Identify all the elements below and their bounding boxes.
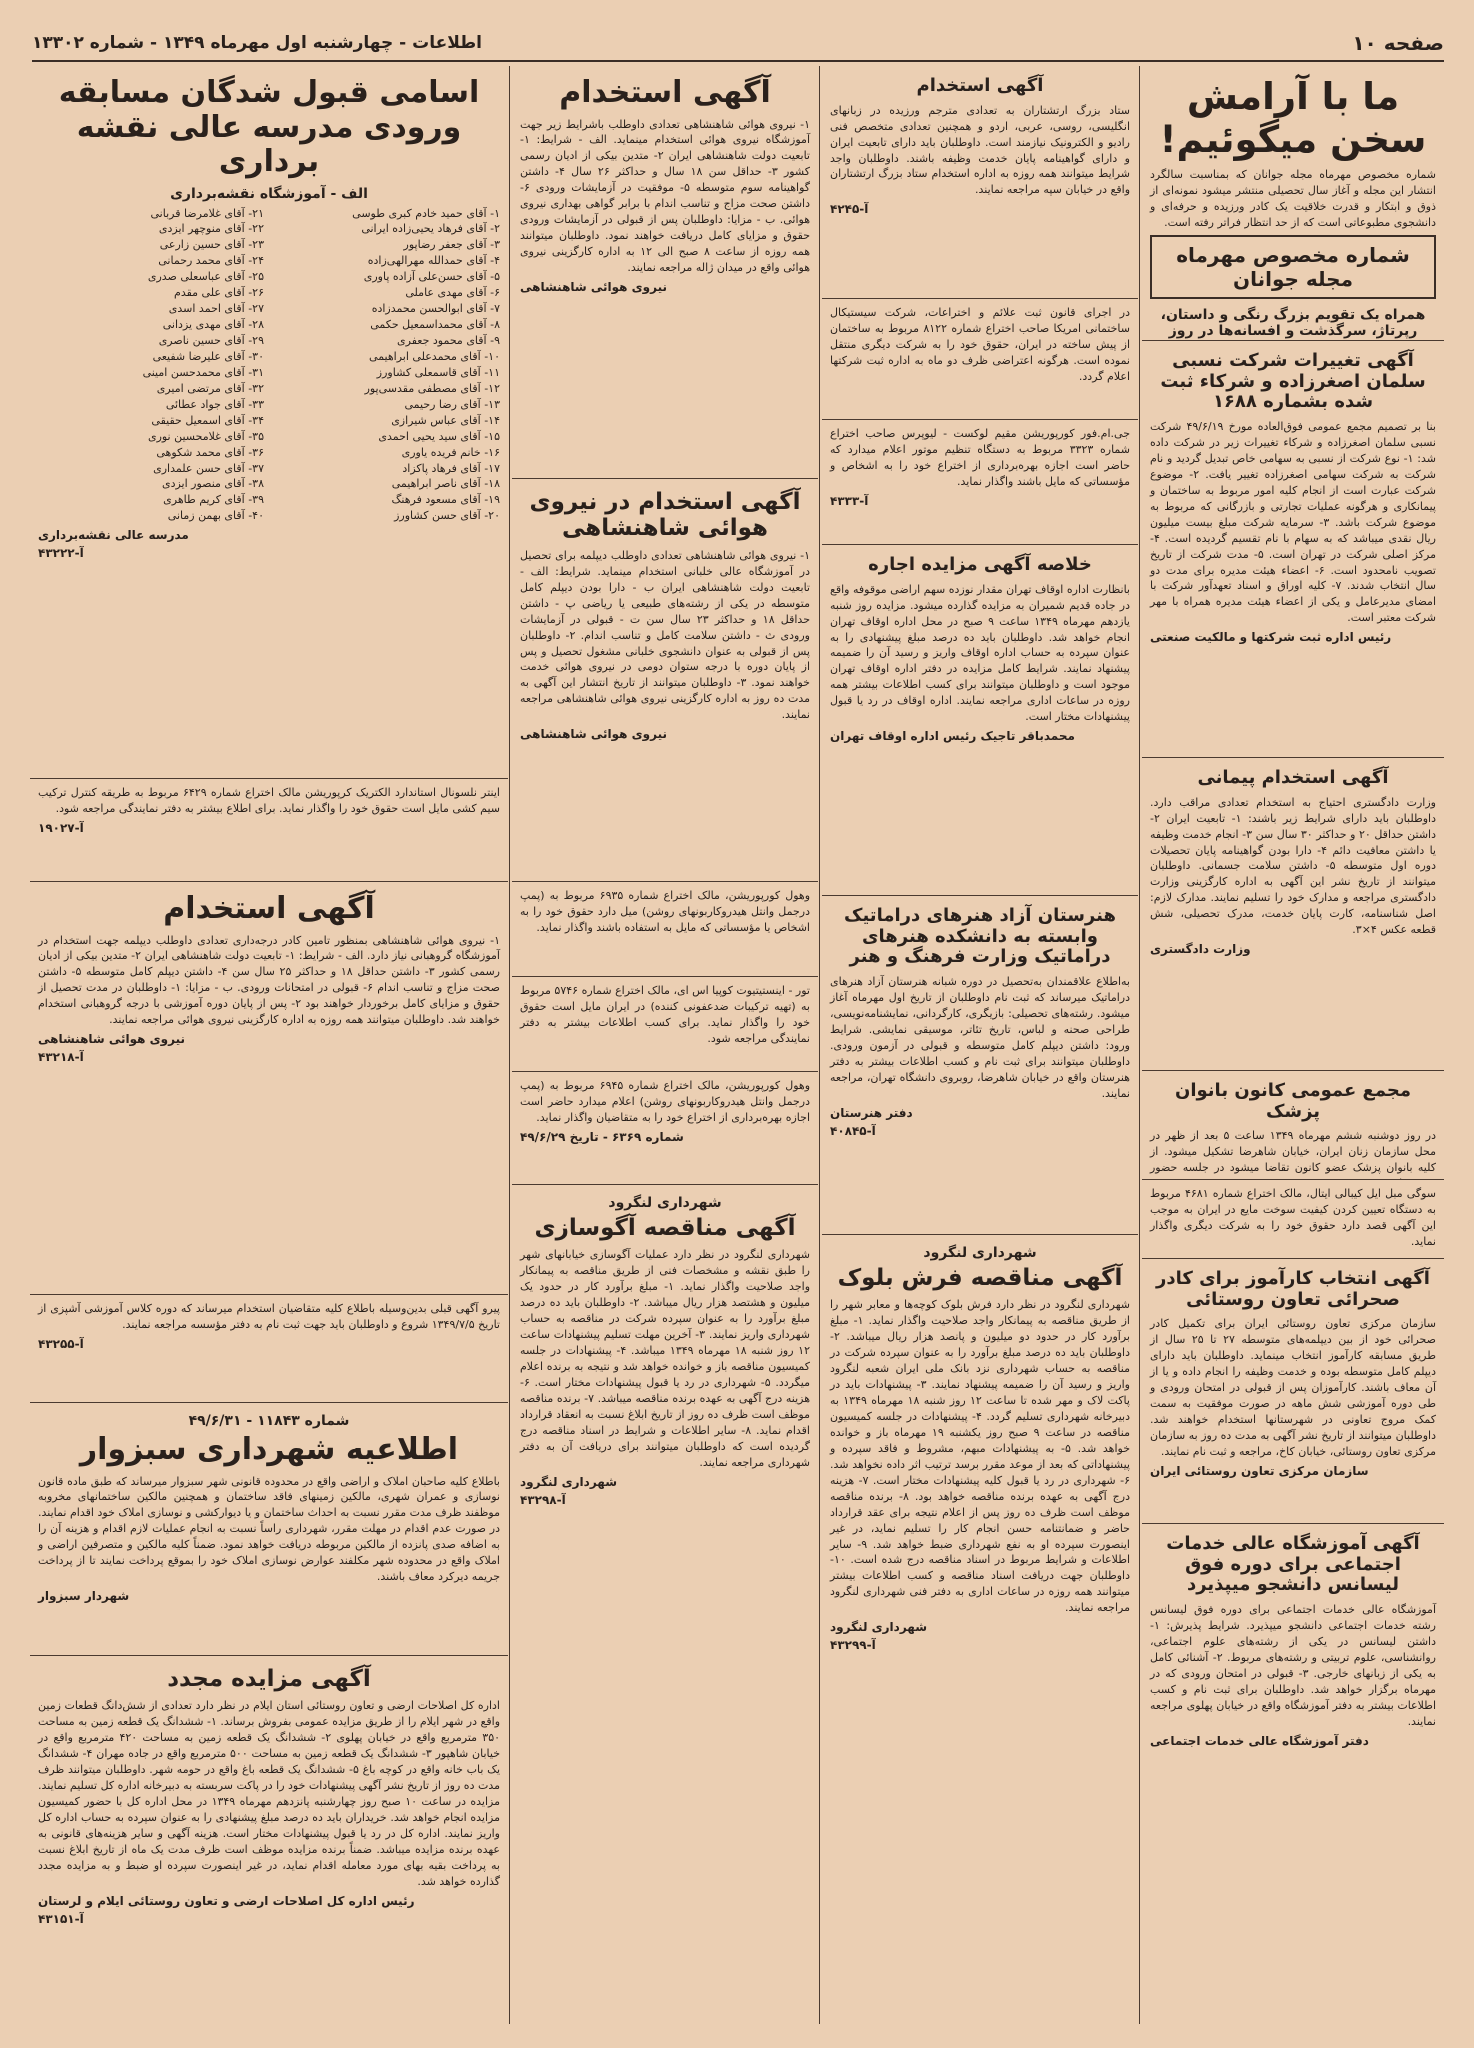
column-3 xyxy=(512,66,818,2024)
lease-auction-title: خلاصه آگهی مزایده اجاره xyxy=(868,554,1092,575)
air-force-hire-signature: نیروی هوائی شاهنشاهی xyxy=(520,279,667,294)
accepted-name-item: ۲۷- آقای احمد اسدی xyxy=(168,302,264,316)
accepted-name-item: ۱۱- آقای قاسمعلی کشاورز xyxy=(376,365,500,379)
survey-school-results xyxy=(30,66,508,779)
accepted-name-item: ۱۰- آقای محمدعلی ابراهیمی xyxy=(369,349,500,363)
lease-auction-body: بانظارت اداره اوقاف تهران مقدار نوزده سهم اراضی موقوفه واقع در جاده قدیم شمیران به مزایده گذارده میشود. مزایده روز شنبه یازدهم مهرماه ۱۳۴۹ ساعت ۹ صبح در محل اداره اوقاف تهران انجام خواهد شد. داوطلبان باید ده درصد مبلغ پیشنهادی را به عنوان سپرده به حساب اداره اوقاف واریز و رسید آن را ضمیمه پیشنهاد نمایند. شرایط کامل مزایده در دفتر اداره اوقاف تهران موجود است و داوطلبان میتوانند برای کسب اطلاعات بیشتر همه روزه در ساعات اداری مراجعه نمایند. اداره اوقاف در رد یا قبول پیشنهادات مختار است. xyxy=(830,582,1130,724)
accepted-name-item: ۲۸- آقای مهدی یزدانی xyxy=(162,318,264,332)
sergeant-hire-body: ۱- نیروی هوائی شاهنشاهی بمنظور تامین کادر درجه‌داری تعدادی داوطلب دیپلمه جهت استخدام در آموزشگاه گروهبانی نیاز دارد. الف - شرایط: ۱- تابعیت دولت شاهنشاهی ایران ۲- متدین بیکی از ادیان رسمی کشور ۳- داشتن حداقل ۱۸ و حداکثر ۲۵ سال سن ۴- داشتن دیپلم کامل متوسطه ۵- داشتن صحت مزاج و تناسب اندام ۶- قبولی در امتحانات ورودی. ب - مزایا: ۱- داوطلبان در مدت تحصیل از حقوق و مزایای کامل برخوردار خواهند بود ۲- پس از پایان دوره آموزشی با درجه گروهبانی استخدام خواهند شد. داوطلبان میتوانند همه روزه به اداره کارگزینی نیروی هوائی مراجعه نمایند. xyxy=(38,933,500,1027)
accepted-name-item: ۳۳- آقای جواد عطائی xyxy=(165,397,264,411)
accepted-name-item: ۴۰- آقای بهمن زمانی xyxy=(167,509,264,523)
column-4 xyxy=(30,66,508,2024)
accepted-name-item: ۲۰- آقای حسن کشاورز xyxy=(394,509,500,523)
sabzevar-body: باطلاع کلیه صاحبان املاک و اراضی واقع در محدوده قانونی شهر سبزوار میرساند که طبق ماده قانون نوسازی و عمران شهری، مالکین زمینهای فاقد ساختمان و همچنین مالکین ساختمانهای مخروبه موظفند ظرف مدت مقرر نسبت به احداث ساختمان و یا دیوارکشی و نوسازی املاک خود اقدام نمایند. در صورت عدم اقدام در مهلت مقرر، شهرداری راساً نسبت به انجام عملیات لازم اقدام و هزینه آن را به اضافه صدی پانزده از مالکین مربوطه دریافت خواهد نمود. ضمناً کلیه مالکین و متصرفین اراضی و املاک واقع در محدوده شهر مکلفند عوارض نوسازی املاک خود را بموقع پرداخت نمایند تا از پرداخت جریمه دیرکرد معاف باشند. xyxy=(38,1474,500,1584)
accepted-name-item: ۳۱- آقای محمدحسن امینی xyxy=(142,365,264,379)
accepted-name-item: ۱۴- آقای عباس شیرازی xyxy=(391,413,500,427)
accepted-name-item: ۳۲- آقای مرتضی امیری xyxy=(156,381,264,395)
survey-results-signature: مدرسه عالی نقشه‌برداری xyxy=(38,528,189,543)
re-auction-body: اداره کل اصلاحات ارضی و تعاون روستائی استان ایلام در نظر دارد تعدادی از شش‌دانگ قطعات زمین واقع در شهر ایلام را از طریق مزایده عمومی بفروش برساند. ۱- ششدانگ یک قطعه زمین به مساحت ۳۵۰ مترمربع واقع در خیابان پهلوی ۲- ششدانگ یک قطعه زمین به مساحت ۴۲۰ مترمربع واقع در خیابان شاهپور ۳- ششدانگ یک قطعه زمین به مساحت ۵۰۰ مترمربع واقع در جاده مهران ۴- ششدانگ یک باب خانه واقع در کوچه باغ ۵- ششدانگ یک قطعه باغ واقع در حومه شهر. داوطلبان میتوانند ظرف مدت ده روز از تاریخ نشر آگهی پیشنهادات خود را در پاکت سربسته به دبیرخانه اداره کل تسلیم نمایند. مزایده در ساعت ۱۰ صبح روز چهارشنبه پانزدهم مهرماه ۱۳۴۹ در محل اداره کل با حضور کمیسیون مزایده انجام خواهد شد. خریداران باید ده درصد مبلغ پیشنهادی را به عنوان سپرده به حساب اداره کل واریز نمایند. اداره کل در رد یا قبول پیشنهادات مختار است. هزینه آگهی و سایر هزینه‌های قانونی به عهده برنده مزایده میباشد. ضمناً برنده مزایده موظف است ظرف مدت یک ماه از تاریخ ابلاغ نسبت به پرداخت بقیه بهای مورد معامله اقدام نماید، در غیر اینصورت سپرده او ضبط و به مزایده مجدد گذارده خواهد شد. xyxy=(38,1699,501,1888)
accepted-name-item: ۳۴- آقای اسمعیل حقیقی xyxy=(151,413,264,427)
drainage-tender-ad xyxy=(512,1185,818,1513)
accepted-name-item: ۷- آقای ابوالحسن محمدزاده xyxy=(371,302,500,316)
company-change-signature: رئیس اداره ثبت شرکتها و مالکیت صنعتی xyxy=(1150,630,1392,645)
electric-patent-notice xyxy=(30,779,508,882)
lease-auction-ad xyxy=(822,545,1138,896)
accepted-name-item: ۸- آقای محمداسمعیل حکمی xyxy=(370,318,500,332)
sergeant-hire-title: آگهی استخدام xyxy=(163,891,375,926)
assembly-notice xyxy=(1142,1071,1444,1180)
drainage-tender-header: شهرداری لنگرود xyxy=(608,1195,722,1211)
accepted-name-item: ۲۵- آقای عباسعلی صدری xyxy=(147,270,264,284)
contract-hire-ad xyxy=(1142,758,1444,1071)
army-hire-ad xyxy=(822,66,1138,299)
drainage-tender-body: شهرداری لنگرود در نظر دارد عملیات آگوسازی خیابانهای شهر را طبق نقشه و مشخصات فنی از طریق مناقصه به پیمانکار واجد صلاحیت واگذار نماید. ۱- مبلغ برآورد کار در حدود یک میلیون و هشتصد هزار ریال میباشد. ۲- داوطلبان باید ده درصد مبلغ برآورد را به عنوان سپرده شرکت در مناقصه به حساب شهرداری واریز نمایند. ۳- آخرین مهلت تسلیم پیشنهادات ساعت ۱۲ روز شنبه ۱۸ مهرماه ۱۳۴۹ میباشد. ۴- پیشنهادات در جلسه کمیسیون مناقصه باز و خوانده خواهد شد و نتیجه به برنده اعلام میگردد. ۵- شهرداری در رد یا قبول پیشنهادات مختار است. ۶- هزینه درج آگهی به عهده برنده مناقصه میباشد. ۷- برنده مناقصه موظف است ظرف ده روز از تاریخ ابلاغ نسبت به انعقاد قرارداد اقدام نماید. ۸- سایر اطلاعات و شرایط در اسناد مناقصه درج گردیده است که داوطلبان میتوانند برای دریافت آن به دفتر شهرداری مراجعه نمایند. xyxy=(520,1248,811,1469)
carpet-tender-title: آگهی مناقصه فرش بلوک xyxy=(837,1265,1123,1291)
accepted-name-item: ۹- آقای محمود جعفری xyxy=(397,334,500,347)
page-header xyxy=(32,26,1444,62)
patent-notice-3 xyxy=(512,882,818,977)
accepted-name-item: ۱۵- آقای سید یحیی احمدی xyxy=(378,429,500,443)
carpet-tender-ad xyxy=(822,1235,1138,1658)
electric-patent-body: اینتر نلسونال استاندارد الکتریک کرپوریشن مالک اختراع شماره ۶۴۲۹ مربوط به طریقه کنترل ترکیب سیم کشی مایل است حقوق خود را واگذار نماید. برای اطلاع بیشتر به دفتر نمایندگی مراجعه شود. xyxy=(38,786,500,815)
column-rule xyxy=(819,66,820,2024)
contract-hire-signature: وزارت دادگستری xyxy=(1150,942,1251,957)
patent-notice-2-body: جی.ام.فور کورپوریشن مقیم لوکست - لیوپرس صاحب اختراع شماره ۳۳۲۳ مربوط به دستگاه تنظیم موتور اعلام میدارد که حاضر است اجازه بهره‌برداری از اختراع خود را به اشخاص و مؤسساتی که مایل باشند واگذار نماید. xyxy=(830,427,1130,488)
dramatic-arts-signature: دفتر هنرستان xyxy=(830,1105,913,1120)
patent-notice-2 xyxy=(822,420,1138,545)
survey-results-ref: آ-۴۳۲۲۲ xyxy=(38,546,84,561)
re-auction-ad xyxy=(30,1656,508,1932)
sergeant-hire-signature: نیروی هوائی شاهنشاهی xyxy=(38,1032,185,1047)
accepted-name-item: ۳۰- آقای علیرضا شفیعی xyxy=(152,349,264,363)
patent-notice xyxy=(1142,1180,1444,1259)
trainee-selection-title: آگهی انتخاب کارآموز برای کادر صحرائی تعاون روستائی xyxy=(1156,1268,1430,1310)
assembly-title: مجمع عمومی کانون بانوان پزشک xyxy=(1174,1080,1411,1122)
trainee-selection-signature: سازمان مرکزی تعاون روستائی ایران xyxy=(1150,1463,1369,1478)
patent-notice-4-body: تور - اینستیتیوت کوپیا اس ای، مالک اختراع شماره ۵۷۴۶ مربوط به (تهیه ترکیبات ضدعفونی کننده) در ایران مایل است حقوق خود را واگذار نماید. برای کسب اطلاعات بیشتر به دفتر نمایندگی مراجعه شود. xyxy=(520,984,810,1045)
accepted-name-item: ۳۸- آقای منصور ایزدی xyxy=(161,477,264,491)
accepted-name-item: ۳۶- آقای محمد شکوهی xyxy=(156,445,264,459)
page-number: صفحه ۱۰ xyxy=(1352,31,1444,55)
accepted-name-item: ۱۳- آقای رضا رحیمی xyxy=(404,397,500,411)
carpet-tender-signature: شهرداری لنگرود xyxy=(830,1620,928,1635)
air-force-pilot-title: آگهی استخدام در نیروی هوائی شاهنشاهی xyxy=(529,489,801,542)
drainage-tender-ref: آ-۴۳۲۹۸ xyxy=(520,1492,566,1507)
dramatic-arts-title: هنرستان آزاد هنرهای دراماتیک وابسته به دانشکده هنرهای دراماتیک وزارت فرهنگ و هنر xyxy=(844,905,1116,968)
dramatic-arts-body: به‌اطلاع علاقمندان به‌تحصیل در دوره شبانه هنرستان آزاد هنرهای دراماتیک میرساند که ثبت نام داوطلبان از تاریخ اول مهرماه آغاز میشود. رشته‌های تحصیلی: بازیگری، کارگردانی، نمایشنامه‌نویسی، طراحی صحنه و لباس، تاریخ تئاتر، موسیقی نمایشی. شرایط ورود: داشتن دیپلم کامل متوسطه و قبولی در آزمون ورودی. داوطلبان میتوانند برای ثبت نام و کسب اطلاعات بیشتر به دفتر هنرستان واقع در خیابان شاهرضا، روبروی دانشگاه تهران، مراجعه نمایند. xyxy=(830,975,1130,1100)
social-services-title: آگهی آموزشگاه عالی خدمات اجتماعی برای دوره فوق لیسانس دانشجو میپذیرد xyxy=(1166,1533,1420,1596)
magazine-ad-title: ما با آرامش سخن میگوئیم! xyxy=(1159,75,1427,161)
magazine-ad-box: شماره مخصوص مهرماه مجله جوانان xyxy=(1150,235,1436,299)
accepted-name-item: ۳۹- آقای کریم طاهری xyxy=(163,493,264,507)
accepted-name-item: ۱۶- خانم فریده یاوری xyxy=(401,445,500,459)
carpet-tender-header: شهرداری لنگرود xyxy=(923,1245,1037,1261)
accepted-name-item: ۱۹- آقای مسعود فرهنگ xyxy=(391,493,500,507)
dramatic-arts-ref: آ-۴۰۸۴۵ xyxy=(830,1123,876,1138)
air-force-pilot-signature: نیروی هوائی شاهنشاهی xyxy=(520,727,667,742)
sabzevar-number-line: شماره ۱۱۸۴۳ - ۴۹/۶/۳۱ xyxy=(188,1413,350,1429)
column-rule xyxy=(1139,66,1140,2024)
accepted-name-item: ۳۵- آقای غلامحسین نوری xyxy=(147,429,264,443)
social-services-body: آموزشگاه عالی خدمات اجتماعی برای دوره فوق لیسانس رشته خدمات اجتماعی دانشجو میپذیرد. شرایط پذیرش: ۱- داشتن لیسانس در یکی از رشته‌های علوم اجتماعی، روانشناسی، علوم تربیتی و رشته‌های مربوط. ۲- آشنائی کامل به یکی از زبانهای خارجی. ۳- قبولی در امتحان ورودی که در مهرماه برگزار خواهد شد. داوطلبان برای ثبت نام و کسب اطلاعات بیشتر به دفتر آموزشگاه واقع در خیابان پهلوی مراجعه نمایند. xyxy=(1150,1603,1436,1728)
drainage-tender-title: آگهی مناقصه آگوسازی xyxy=(534,1215,796,1241)
column-rule xyxy=(509,66,510,2024)
sergeant-hire-ad xyxy=(30,882,508,1295)
sergeant-hire-ref: آ-۴۳۲۱۸ xyxy=(38,1050,84,1065)
sabzevar-signature: شهردار سبزوار xyxy=(38,1589,130,1604)
company-change-body: بنا بر تصمیم مجمع عمومی فوق‌العاده مورخ ۴۹/۶/۱۹ شرکت نسبی سلمان اصغرزاده و شرکاء تغییرات زیر در شرکت داده شد: ۱- نوع شرکت از نسبی به سهامی خاص تبدیل گردید و نام شرکت به شرکت سهامی اصغرزاده تغییر یافت. ۲- موضوع شرکت عبارت است از انجام کلیه امور مربوط به ساختمان و پیمانکاری و هرگونه عملیات تجارتی و بازرگانی که مربوط به موضوع شرکت باشد. ۳- سرمایه شرکت مبلغ بیست میلیون ریال نقدی میباشد که به سهام با نام تقسیم گردیده است. ۴- مرکز اصلی شرکت در تهران است. ۵- مدت شرکت از تاریخ تصویب نامحدود است. ۶- اعضاء هیئت مدیره برای مدت دو سال انتخاب شدند. ۷- کلیه اوراق و اسناد تعهدآور شرکت با امضای مدیرعامل و یکی از اعضاء هیئت مدیره همراه با مهر شرکت معتبر است. xyxy=(1150,420,1436,625)
accepted-name-item: ۲۲- آقای منوچهر ایزدی xyxy=(158,222,264,236)
electric-patent-ref: آ-۱۹۰۲۷ xyxy=(38,820,84,835)
patent-notice-2-ref: آ-۴۳۳۳ xyxy=(830,493,869,508)
patent-notice-4 xyxy=(512,977,818,1072)
accepted-name-item: ۳۷- آقای حسن علمداری xyxy=(153,461,264,475)
assembly-body: در روز دوشنبه ششم مهرماه ۱۳۴۹ ساعت ۵ بعد از ظهر در محل سازمان زنان ایران، خیابان شاهرضا تشکیل میشود. از کلیه بانوان پزشک عضو کانون تقاضا میشود در جلسه حضور xyxy=(1150,1129,1436,1175)
patent-notice-5-body: وهول کورپوریشن، مالک اختراع شماره ۶۹۴۵ مربوط به (پمپ درجمل وانتل هیدروکاربونهای روشن) اعلام میدارد حاضر است اجازه بهره‌برداری از اختراع خود را به متقاضیان واگذار نماید. xyxy=(520,1079,811,1124)
sabzevar-title: اطلاعیه شهرداری سبزوار xyxy=(79,1432,459,1467)
patent-notice-body: سوگی مبل ایل کیبالی ایتال، مالک اختراع شماره ۴۶۸۱ مربوط به دستگاه تعیین کردن کیفیت سوخت مایع در ایران به موجب این آگهی قصد دارد حقوق خود را به شرکت دیگری واگذار نماید. xyxy=(1150,1187,1436,1248)
accepted-name-item: ۱۸- آقای ناصر ابراهیمی xyxy=(391,477,500,491)
accepted-names-list xyxy=(38,206,500,525)
accepted-name-item: ۱۷- آقای فرهاد پاکزاد xyxy=(402,461,500,475)
accepted-name-item: ۲۳- آقای حسین زارعی xyxy=(159,238,264,252)
social-services-signature: دفتر آموزشگاه عالی خدمات اجتماعی xyxy=(1150,1733,1369,1748)
sabzevar-notice xyxy=(30,1403,508,1656)
company-change-title: آگهی تغییرات شرکت نسبی سلمان اصغرزاده و شرکاء ثبت شده بشماره ۱۶۸۸ xyxy=(1160,350,1426,413)
accepted-name-item: ۲- آقای فرهاد یحیی‌زاده ایرانی xyxy=(361,222,500,236)
air-force-pilot-body: ۱- نیروی هوائی شاهنشاهی تعدادی داوطلب دیپلمه برای تحصیل در آموزشگاه عالی خلبانی استخدام مینماید. شرایط: الف - تابعیت دولت شاهنشاهی ایران ب - دارا بودن دیپلم کامل متوسطه در یکی از رشته‌های طبیعی یا ریاضی پ - داشتن حداقل ۱۸ و حداکثر ۲۳ سال سن ت - قبولی در آزمایشات ورودی ث - داشتن سلامت کامل و تناسب اندام. ۲- داوطلبان پس از قبولی به عنوان دانشجوی خلبانی مشغول تحصیل و پس از پایان دوره با درجه ستوان دومی در نیروی هوائی خدمت خواهند نمود. ۳- داوطلبان میتوانند از تاریخ انتشار این آگهی به مدت ده روز به اداره کارگزینی نیروی هوائی شاهنشاهی مراجعه نمایند. xyxy=(520,548,810,722)
contract-hire-title: آگهی استخدام پیمانی xyxy=(1197,767,1389,788)
air-force-pilot-ad xyxy=(512,479,818,882)
accepted-name-item: ۴- آقای حمدالله مهرالهی‌زاده xyxy=(367,254,500,268)
army-hire-title: آگهی استخدام xyxy=(916,75,1044,96)
air-force-hire-body: ۱- نیروی هوائی شاهنشاهی تعدادی داوطلب باشرایط زیر جهت آموزشگاه نیروی هوائی استخدام مینماید. الف - شرایط: ۱- تابعیت دولت شاهنشاهی ایران ۲- متدین بیکی از ادیان رسمی کشور ۳- حداقل سن ۱۸ سال و حداکثر ۲۶ سال ۴- داشتن گواهینامه سوم متوسطه ۵- موفقیت در آزمایشات ورودی ۶- داشتن صحت مزاج و تناسب اندام با برابر گواهی بهداری نیروی هوائی. ب - مزایا: داوطلبان پس از قبولی در آزمایشات ورودی حقوق و مزایای کامل دریافت خواهند نمود. داوطلبان میتوانند همه روزه از ساعت ۸ صبح الی ۱۲ به اداره کارگزینی نیروی هوائی واقع در میدان ژاله مراجعه نمایند. xyxy=(520,117,810,274)
accepted-name-item: ۲۴- آقای محمد رحمانی xyxy=(158,254,264,268)
patent-notice-1 xyxy=(822,299,1138,420)
carpet-tender-body: شهرداری لنگرود در نظر دارد فرش بلوک کوچه‌ها و معابر شهر را از طریق مناقصه به پیمانکار واجد صلاحیت واگذار نماید. ۱- مبلغ برآورد کار در حدود دو میلیون و پانصد هزار ریال میباشد. ۲- داوطلبان باید ده درصد مبلغ برآورد را به عنوان سپرده شرکت در مناقصه به حساب شهرداری نزد بانک ملی ایران شعبه لنگرود واریز و رسید آن را ضمیمه پیشنهاد نمایند. ۳- پیشنهادات باید در پاکت لاک و مهر شده تا ساعت ۱۲ روز شنبه ۱۸ مهرماه ۱۳۴۹ به دبیرخانه شهرداری تسلیم گردد. ۴- پیشنهادات در جلسه کمیسیون مناقصه در ساعت ۹ صبح روز یکشنبه ۱۹ مهرماه باز و خوانده خواهد شد. ۵- به پیشنهادات مبهم، مشروط و فاقد سپرده و پیشنهاداتی که بعد از موعد مقرر برسد ترتیب اثر داده نخواهد شد. ۶- شهرداری در رد یا قبول کلیه پیشنهادات مختار است. ۷- هزینه درج آگهی به عهده برنده مناقصه خواهد بود. ۸- برنده مناقصه موظف است ظرف ده روز پس از اعلام نتیجه برای عقد قرارداد حاضر و ضمانتنامه حسن انجام کار را تسلیم نماید، در غیر اینصورت سپرده او به نفع شهرداری ضبط خواهد شد. ۹- سایر اطلاعات و شرایط مربوط در اسناد مناقصه درج شده است. ۱۰- داوطلبان جهت دریافت اسناد مناقصه و کسب اطلاعات بیشتر میتوانند همه روزه در ساعات اداری به دفتر فنی شهرداری لنگرود مراجعه نمایند. xyxy=(830,1298,1131,1615)
trainee-selection-body: سازمان مرکزی تعاون روستائی ایران برای تکمیل کادر صحرائی خود از بین دیپلمه‌های متوسطه ۲۷ تا ۲۵ سال از طریق مسابقه کارآموز انتخاب مینماید. داوطلبان باید دارای دیپلم کامل متوسطه بوده و خدمت وظیفه را انجام داده و یا از آن معاف باشند. کارآموزان پس از قبولی در امتحان ورودی و طی دوره آموزشی شش ماهه در صورت موفقیت به سمت کمک مروج تعاونی در شهرستانها استخدام خواهند شد. داوطلبان میتوانند از تاریخ نشر آگهی به مدت ده روز به سازمان مرکزی تعاون روستائی، خیابان کاخ، مراجعه و ثبت نام نمایند. xyxy=(1150,1317,1436,1458)
survey-results-subtitle: الف - آموزشگاه نقشه‌برداری xyxy=(170,185,368,202)
accepted-name-item: ۳- آقای جعفر رضاپور xyxy=(403,238,500,252)
accepted-name-item: ۱۲- آقای مصطفی مقدسی‌پور xyxy=(364,381,500,395)
training-course-body: پیرو آگهی قبلی بدین‌وسیله باطلاع کلیه متقاضیان استخدام میرساند که دوره کلاس آموزشی آشپزی از تاریخ ۱۳۴۹/۷/۵ شروع و داوطلبان باید جهت ثبت نام به دفتر مؤسسه مراجعه نمایند. xyxy=(38,1302,500,1331)
contract-hire-body: وزارت دادگستری احتیاج به استخدام تعدادی مراقب دارد. داوطلبان باید دارای شرایط زیر باشند: ۱- تابعیت ایران ۲- داشتن حداقل ۲۰ و حداکثر ۳۰ سال سن ۳- انجام خدمت وظیفه یا داشتن معافیت دائم ۴- دارا بودن گواهینامه پایان تحصیلات دوره اول متوسطه ۵- داشتن سلامت جسمانی. داوطلبان میتوانند از تاریخ نشر این آگهی به اداره کارگزینی وزارت دادگستری مراجعه و مدارک خود را تسلیم نمایند. مدارک لازم: اصل شناسنامه، کارت پایان خدمت، مدرک تحصیلی، شش قطعه عکس ۴×۳. xyxy=(1150,795,1436,937)
drainage-tender-signature: شهرداری لنگرود xyxy=(520,1474,618,1489)
re-auction-signature: رئیس اداره کل اصلاحات ارضی و تعاون روستائی ایلام و لرستان xyxy=(38,1893,415,1908)
accepted-name-item: ۲۹- آقای حسین ناصری xyxy=(158,334,264,347)
survey-results-title: اسامی قبول شدگان مسابقه ورودی مدرسه عالی نقشه برداری xyxy=(58,75,480,179)
re-auction-ref: آ-۴۳۱۵۱ xyxy=(38,1911,84,1926)
dramatic-arts-ad xyxy=(822,896,1138,1235)
air-force-hire-title: آگهی استخدام xyxy=(559,75,771,110)
patent-notice-3-body: وهول کورپوریشن، مالک اختراع شماره ۶۹۳۵ مربوط به (پمپ درجمل وانتل هیدروکاربونهای روشن) میل دارد حقوق خود را به اشخاص یا مؤسساتی که مایل به استفاده باشند واگذار نماید. xyxy=(520,889,811,934)
magazine-ad-sub: همراه یک تقویم بزرگ رنگی و داستان، رپرتاژ، سرگذشت و افسانه‌ها در روز xyxy=(1160,306,1426,339)
army-hire-body: ستاد بزرگ ارتشتاران به تعدادی مترجم ورزیده در زبانهای انگلیسی، روسی، عربی، اردو و همچنین تعدادی متخصص فنی رادیو و الکترونیک نیازمند است. داوطلبان باید دارای تابعیت ایران و دارای گواهینامه پایان خدمت وظیفه باشند. داوطلبان واجد شرایط میتوانند همه روزه به اداره استخدام ستاد بزرگ ارتشتاران واقع در خیابان سپه مراجعه نمایند. xyxy=(830,103,1130,197)
magazine-ad-intro: شماره مخصوص مهرماه مجله جوانان که بمناسبت سالگرد انتشار این مجله و آغاز سال تحصیلی منتشر میشود نمونه‌ای از ذوق و ابتکار و قدرت خلاقیت یک کادر ورزیده و حرفه‌ای و دانشجوی مطبوعاتی است که از حد انتظار فراتر رفته است. xyxy=(1150,168,1436,229)
patent-notice-5-ref: شماره ۶۳۶۹ - تاریخ ۴۹/۶/۲۹ xyxy=(520,1129,684,1144)
accepted-name-item: ۲۶- آقای علی مقدم xyxy=(174,286,264,300)
accepted-name-item: ۲۱- آقای غلامرضا قربانی xyxy=(150,206,264,220)
carpet-tender-ref: آ-۴۳۲۹۹ xyxy=(830,1638,876,1653)
accepted-name-item: ۱- آقای حمید خادم کبری طوسی xyxy=(352,206,500,220)
trainee-selection-ad xyxy=(1142,1259,1444,1524)
issue-date-line: اطلاعات - چهارشنبه اول مهرماه ۱۳۴۹ - شماره ۱۳۳۰۲ xyxy=(32,33,482,53)
column-1 xyxy=(1142,66,1444,2024)
lease-auction-signature: محمدباقر تاجیک رئیس اداره اوقاف تهران xyxy=(830,729,1075,744)
air-force-hire-ad xyxy=(512,66,818,479)
company-change-ad xyxy=(1142,341,1444,758)
re-auction-title: آگهی مزایده مجدد xyxy=(167,1666,371,1692)
patent-notice-1-body: در اجرای قانون ثبت علائم و اختراعات، شرکت سیستیکال ساختمانی امریکا صاحب اختراع شماره ۸۱۲۲ مربوط به ساختمان از پیش ساخته در ایران، حقوق خود را به شرکت دیگری منتقل نموده است. هرگونه اعتراضی ظرف دو ماه به اداره ثبت شرکتها اعلام گردد. xyxy=(830,306,1130,383)
training-course-notice xyxy=(30,1295,508,1403)
magazine-ad xyxy=(1142,66,1444,341)
accepted-name-item: ۶- آقای مهدی عاملی xyxy=(405,286,500,300)
column-2 xyxy=(822,66,1138,2024)
accepted-name-item: ۵- آقای حسن‌علی آزاده پاوری xyxy=(363,270,500,284)
training-course-ref: آ-۴۳۲۵۵ xyxy=(38,1336,84,1351)
patent-notice-5 xyxy=(512,1072,818,1185)
army-hire-ref: آ-۴۲۴۵ xyxy=(830,202,869,217)
social-services-school-ad xyxy=(1142,1524,1444,1754)
